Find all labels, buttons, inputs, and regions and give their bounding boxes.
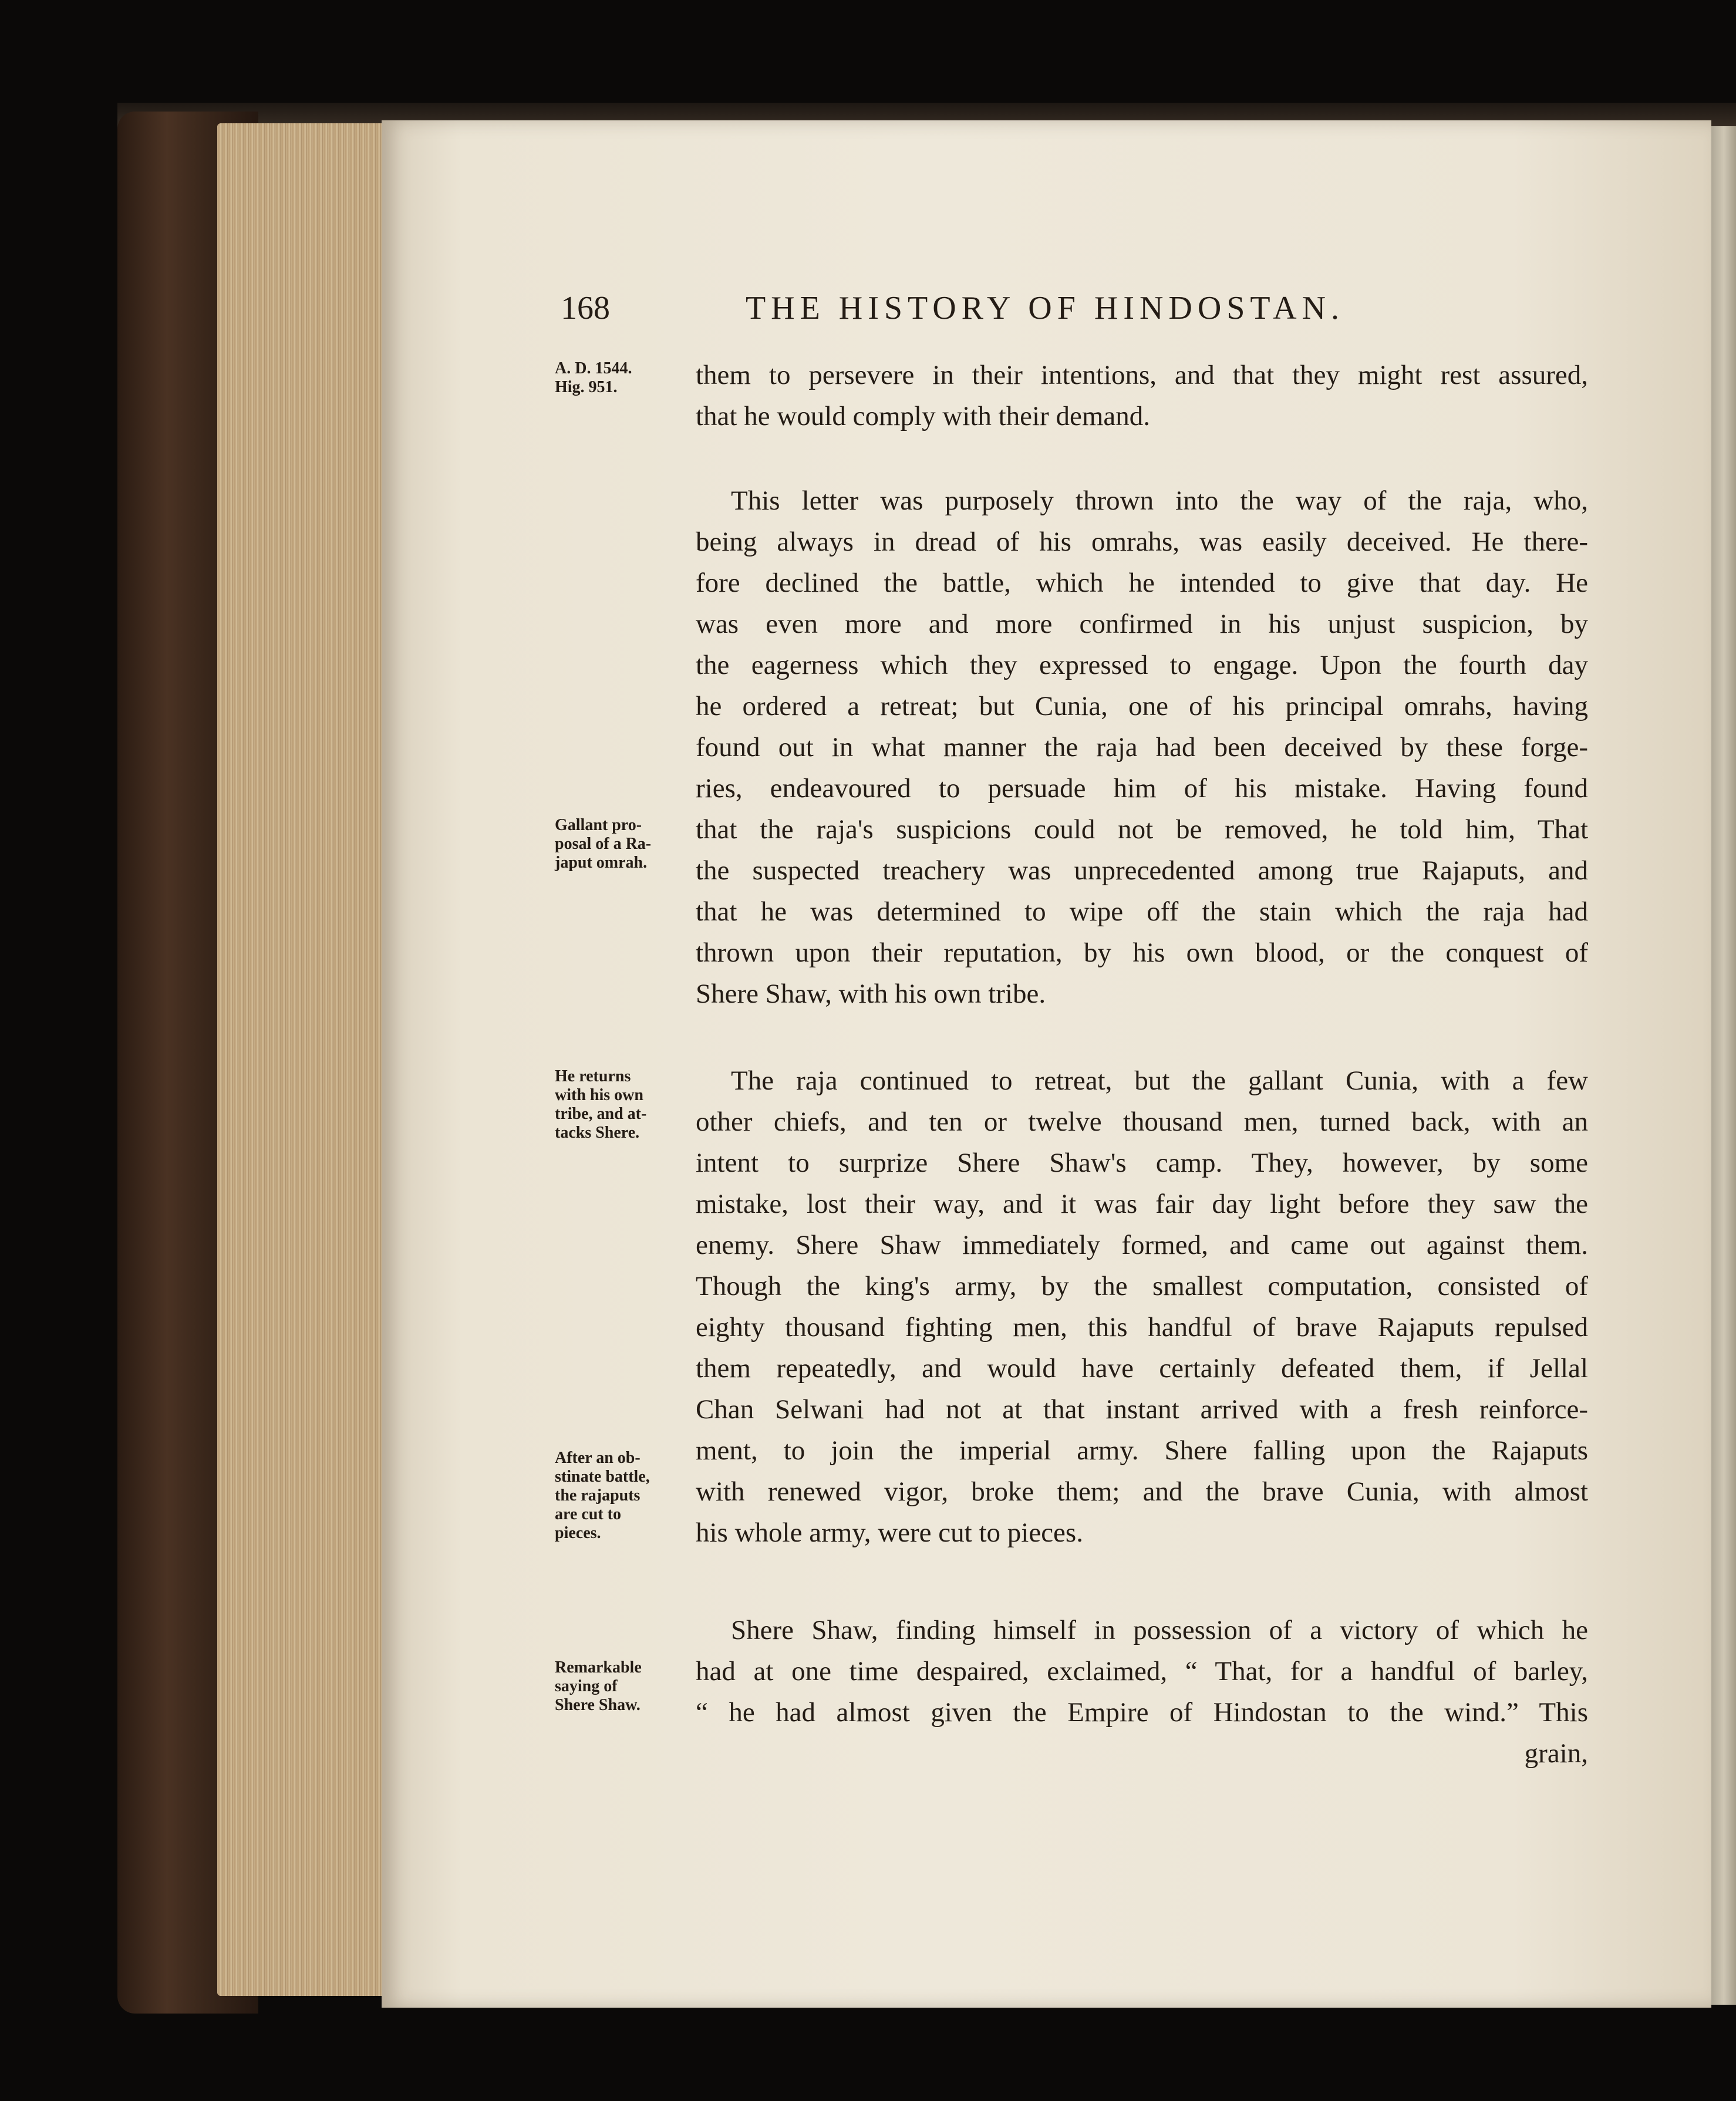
text-line: mistake, lost their way, and it was fair day light before they saw the xyxy=(696,1189,1588,1219)
margin-note-line: with his own xyxy=(555,1086,643,1104)
running-head: THE HISTORY OF HINDOSTAN. xyxy=(745,290,1345,326)
text-line: Shere Shaw, with his own tribe. xyxy=(696,979,1046,1009)
text-line: was even more and more confirmed in his unjust suspicion, by xyxy=(696,609,1588,639)
paragraph-letter-deception xyxy=(696,480,1588,1014)
text-line: This letter was purposely thrown into the way of the raja, who, xyxy=(731,485,1588,516)
margin-note-line: A. D. 1544. xyxy=(555,359,632,377)
text-line: had at one time despaired, exclaimed, “ That, for a handful of barley, xyxy=(696,1656,1588,1687)
margin-note-line: After an ob- xyxy=(555,1449,641,1467)
text-line: The raja continued to retreat, but the gallant Cunia, with a few xyxy=(731,1065,1588,1096)
margin-note-line: Hig. 951. xyxy=(555,378,618,396)
text-line: that he would comply with their demand. xyxy=(696,401,1151,431)
paragraph-cunia-attack xyxy=(696,1060,1588,1553)
paragraph-continuation xyxy=(696,355,1588,437)
text-line: he ordered a retreat; but Cunia, one of his principal omrahs, having xyxy=(696,691,1588,721)
margin-note-line: Remarkable xyxy=(555,1658,642,1677)
text-line: with renewed vigor, broke them; and the brave Cunia, with almost xyxy=(696,1476,1588,1507)
margin-note-line: posal of a Ra- xyxy=(555,835,652,853)
margin-note-line: saying of xyxy=(555,1677,618,1695)
margin-note-line: the rajaputs xyxy=(555,1486,641,1505)
margin-note-remarkable-saying xyxy=(555,1658,690,1715)
text-line: Shere Shaw, finding himself in possession of a victory of which he xyxy=(731,1615,1588,1645)
margin-note-after-battle xyxy=(555,1449,690,1543)
paragraph-shere-saying xyxy=(696,1610,1588,1774)
text-line: his whole army, were cut to pieces. xyxy=(696,1517,1083,1548)
margin-note-he-returns xyxy=(555,1067,690,1142)
text-line: the eagerness which they expressed to engage. Upon the fourth day xyxy=(696,650,1588,680)
margin-note-line: are cut to xyxy=(555,1505,621,1523)
margin-note-line: Shere Shaw. xyxy=(555,1696,641,1714)
catchword: grain, xyxy=(1524,1738,1588,1769)
page-number: 168 xyxy=(561,290,610,326)
text-line: ment, to join the imperial army. Shere falling upon the Rajaputs xyxy=(696,1435,1588,1466)
text-line: Though the king's army, by the smallest computation, consisted of xyxy=(696,1271,1588,1301)
margin-note-line: tribe, and at- xyxy=(555,1105,647,1123)
margin-note-line: He returns xyxy=(555,1067,631,1085)
text-line: fore declined the battle, which he intended to give that day. He xyxy=(696,568,1588,598)
margin-note-line: japut omrah. xyxy=(555,854,648,872)
text-line: enemy. Shere Shaw immediately formed, and came out against them. xyxy=(696,1230,1588,1260)
text-line: that the raja's suspicions could not be removed, he told him, That xyxy=(696,814,1588,845)
text-line: Chan Selwani had not at that instant arrived with a fresh reinforce- xyxy=(696,1394,1588,1425)
text-line: eighty thousand fighting men, this handful of brave Rajaputs repulsed xyxy=(696,1312,1588,1343)
text-line: thrown upon their reputation, by his own blood, or the conquest of xyxy=(696,937,1588,968)
text-line: “ he had almost given the Empire of Hindostan to the wind.” This xyxy=(696,1697,1588,1728)
margin-note-gallant-proposal xyxy=(555,816,690,872)
margin-note-line: stinate battle, xyxy=(555,1468,650,1486)
text-line: ries, endeavoured to persuade him of his mistake. Having found xyxy=(696,773,1588,804)
margin-note-line: tacks Shere. xyxy=(555,1124,640,1142)
text-line: other chiefs, and ten or twelve thousand men, turned back, with an xyxy=(696,1107,1588,1137)
margin-note-date xyxy=(555,359,690,397)
margin-note-line: Gallant pro- xyxy=(555,816,642,834)
text-line: the suspected treachery was unprecedented among true Rajaputs, and xyxy=(696,855,1588,886)
text-line: found out in what manner the raja had been deceived by these forge- xyxy=(696,732,1588,763)
margin-note-line: pieces. xyxy=(555,1524,601,1542)
text-line: intent to surprize Shere Shaw's camp. They, however, by some xyxy=(696,1148,1588,1178)
page-fore-edges xyxy=(217,123,393,1996)
text-line: them to persevere in their intentions, and that they might rest assured, xyxy=(696,360,1588,390)
text-line: that he was determined to wipe off the stain which the raja had xyxy=(696,896,1588,927)
text-line: them repeatedly, and would have certainly defeated them, if Jellal xyxy=(696,1353,1588,1384)
text-line: being always in dread of his omrahs, was easily deceived. He there- xyxy=(696,527,1588,557)
